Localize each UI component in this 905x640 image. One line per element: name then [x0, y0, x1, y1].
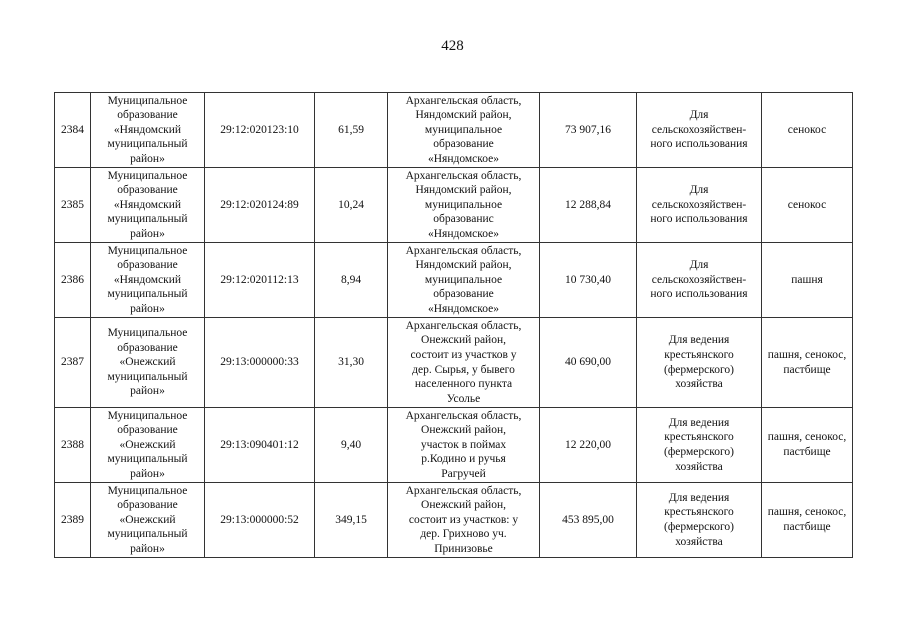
owner-cell: Муниципальное образование «Онежский муниципальный район» — [91, 483, 205, 558]
value-cell: 453 895,00 — [540, 483, 637, 558]
value-cell: 10 730,40 — [540, 243, 637, 318]
purpose-cell: Для ведения крестьянского (фермерского) хозяйства — [637, 408, 762, 483]
use-cell: пашня — [762, 243, 853, 318]
row-number: 2388 — [55, 408, 91, 483]
purpose-cell: Для сельскохозяйствен- ного использования — [637, 243, 762, 318]
owner-cell: Муниципальное образование «Няндомский муниципальный район» — [91, 243, 205, 318]
value-cell: 40 690,00 — [540, 318, 637, 408]
area-cell: 61,59 — [315, 93, 388, 168]
area-cell: 9,40 — [315, 408, 388, 483]
row-number: 2384 — [55, 93, 91, 168]
purpose-cell: Для ведения крестьянского (фермерского) хозяйства — [637, 318, 762, 408]
owner-cell: Муниципальное образование «Няндомский муниципальный район» — [91, 168, 205, 243]
use-cell: пашня, сенокос, пастбище — [762, 318, 853, 408]
row-number: 2389 — [55, 483, 91, 558]
location-cell: Архангельская область, Онежский район, состоит из участков: у дер. Грихново уч. Принизовье — [388, 483, 540, 558]
value-cell: 73 907,16 — [540, 93, 637, 168]
owner-cell: Муниципальное образование «Онежский муниципальный район» — [91, 318, 205, 408]
use-cell: пашня, сенокос, пастбище — [762, 483, 853, 558]
table-row — [55, 93, 853, 168]
purpose-cell: Для сельскохозяйствен- ного использования — [637, 168, 762, 243]
location-cell: Архангельская область, Няндомский район, муниципальное образованис «Няндомское» — [388, 168, 540, 243]
row-number: 2386 — [55, 243, 91, 318]
cadastral-number: 29:12:020124:89 — [205, 168, 315, 243]
location-cell: Архангельская область, Онежский район, состоит из участков у дер. Сырья, у бывего населенного пункта Усолье — [388, 318, 540, 408]
use-cell: сенокос — [762, 168, 853, 243]
cadastral-number: 29:13:000000:33 — [205, 318, 315, 408]
use-cell: сенокос — [762, 93, 853, 168]
table-row — [55, 408, 853, 483]
use-cell: пашня, сенокос, пастбище — [762, 408, 853, 483]
row-number: 2387 — [55, 318, 91, 408]
area-cell: 31,30 — [315, 318, 388, 408]
location-cell: Архангельская область, Няндомский район, муниципальное образование «Няндомское» — [388, 93, 540, 168]
table-row — [55, 168, 853, 243]
cadastral-number: 29:12:020123:10 — [205, 93, 315, 168]
cadastral-number: 29:12:020112:13 — [205, 243, 315, 318]
location-cell: Архангельская область, Няндомский район, муниципальное образование «Няндомское» — [388, 243, 540, 318]
value-cell: 12 220,00 — [540, 408, 637, 483]
table-row — [55, 318, 853, 408]
area-cell: 10,24 — [315, 168, 388, 243]
location-cell: Архангельская область, Онежский район, участок в поймах р.Кодино и ручья Рагручей — [388, 408, 540, 483]
value-cell: 12 288,84 — [540, 168, 637, 243]
purpose-cell: Для ведения крестьянского (фермерского) хозяйства — [637, 483, 762, 558]
cadastral-number: 29:13:090401:12 — [205, 408, 315, 483]
land-plots-table — [54, 92, 853, 558]
table-row — [55, 243, 853, 318]
owner-cell: Муниципальное образование «Онежский муниципальный район» — [91, 408, 205, 483]
area-cell: 8,94 — [315, 243, 388, 318]
cadastral-number: 29:13:000000:52 — [205, 483, 315, 558]
owner-cell: Муниципальное образование «Няндомский муниципальный район» — [91, 93, 205, 168]
page-number: 428 — [441, 38, 464, 54]
row-number: 2385 — [55, 168, 91, 243]
area-cell: 349,15 — [315, 483, 388, 558]
table-row — [55, 483, 853, 558]
purpose-cell: Для сельскохозяйствен- ного использования — [637, 93, 762, 168]
